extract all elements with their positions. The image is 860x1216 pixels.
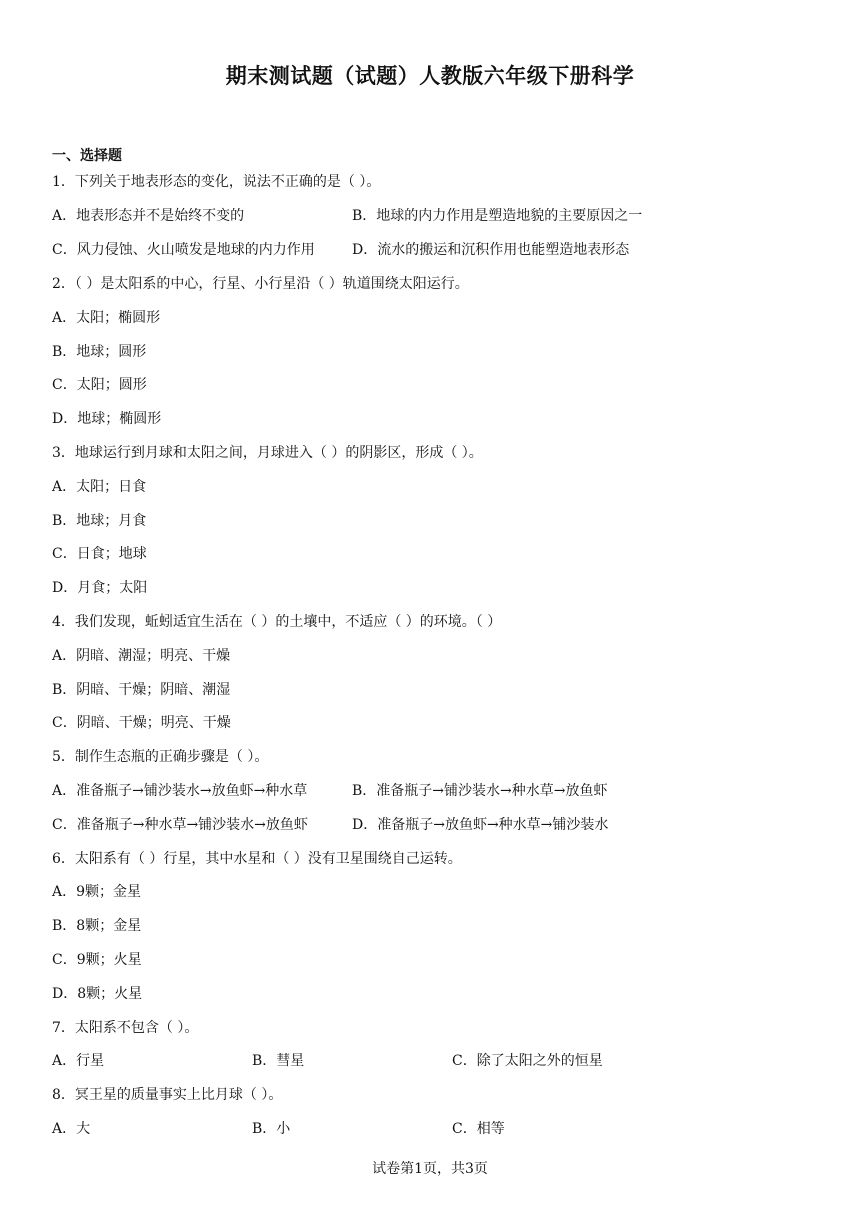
page-footer: 试卷第1页，共3页: [372, 1161, 488, 1177]
question-4-stem: 4．我们发现，蚯蚓适宜生活在（ ）的土壤中，不适应（ ）的环境。（ ）: [52, 614, 502, 630]
question-5-stem: 5．制作生态瓶的正确步骤是（ ）。: [52, 749, 269, 765]
question-8-option-c: C．相等: [452, 1121, 505, 1137]
question-6-option-d: D．8颗；火星: [52, 986, 143, 1002]
question-7-option-c: C．除了太阳之外的恒星: [452, 1053, 603, 1069]
page-title: 期末测试题（试题）人教版六年级下册科学: [225, 63, 635, 88]
question-8-option-b: B．小: [252, 1121, 291, 1137]
question-2-option-a: A．太阳；椭圆形: [52, 310, 161, 326]
question-6-option-a: A．9颗；金星: [52, 884, 142, 900]
question-1-option-b: B．地球的内力作用是塑造地貌的主要原因之一: [352, 208, 643, 224]
question-7-option-b: B．彗星: [252, 1053, 305, 1069]
question-3-option-a: A．太阳；日食: [52, 479, 147, 495]
question-1-option-d: D．流水的搬运和沉积作用也能塑造地表形态: [352, 242, 630, 258]
question-1-option-a: A．地表形态并不是始终不变的: [52, 208, 245, 224]
question-2-stem: 2．（ ）是太阳系的中心，行星、小行星沿（ ）轨道围绕太阳运行。: [52, 276, 469, 292]
question-8-stem: 8．冥王星的质量事实上比月球（ ）。: [52, 1087, 283, 1103]
question-4-option-b: B．阴暗、干燥；阴暗、潮湿: [52, 682, 231, 698]
question-6-option-c: C．9颗；火星: [52, 952, 142, 968]
section-heading: 一、选择题: [52, 148, 122, 164]
question-3-option-d: D．月食；太阳: [52, 580, 148, 596]
question-5-option-c: C．准备瓶子→种水草→铺沙装水→放鱼虾: [52, 817, 308, 833]
question-3-stem: 3．地球运行到月球和太阳之间，月球进入（ ）的阴影区，形成（ ）。: [52, 445, 483, 461]
question-5-option-b: B．准备瓶子→铺沙装水→种水草→放鱼虾: [352, 783, 608, 799]
question-3-option-b: B．地球；月食: [52, 513, 147, 529]
question-5-option-d: D．准备瓶子→放鱼虾→种水草→铺沙装水: [352, 817, 609, 833]
question-2-option-c: C．太阳；圆形: [52, 377, 147, 393]
question-6-stem: 6．太阳系有（ ）行星，其中水星和（ ）没有卫星围绕自己运转。: [52, 851, 462, 867]
question-5-option-a: A．准备瓶子→铺沙装水→放鱼虾→种水草: [52, 783, 308, 799]
question-1-stem: 1．下列关于地表形态的变化，说法不正确的是（ ）。: [52, 174, 381, 190]
question-6-option-b: B．8颗；金星: [52, 918, 142, 934]
question-7-option-a: A．行星: [52, 1053, 105, 1069]
question-2-option-b: B．地球；圆形: [52, 344, 147, 360]
question-7-stem: 7．太阳系不包含（ ）。: [52, 1020, 199, 1036]
question-3-option-c: C．日食；地球: [52, 546, 147, 562]
question-8-option-a: A．大: [52, 1121, 91, 1137]
question-1-option-c: C．风力侵蚀、火山喷发是地球的内力作用: [52, 242, 315, 258]
question-4-option-c: C．阴暗、干燥；明亮、干燥: [52, 715, 231, 731]
question-4-option-a: A．阴暗、潮湿；明亮、干燥: [52, 648, 231, 664]
question-2-option-d: D．地球；椭圆形: [52, 411, 162, 427]
